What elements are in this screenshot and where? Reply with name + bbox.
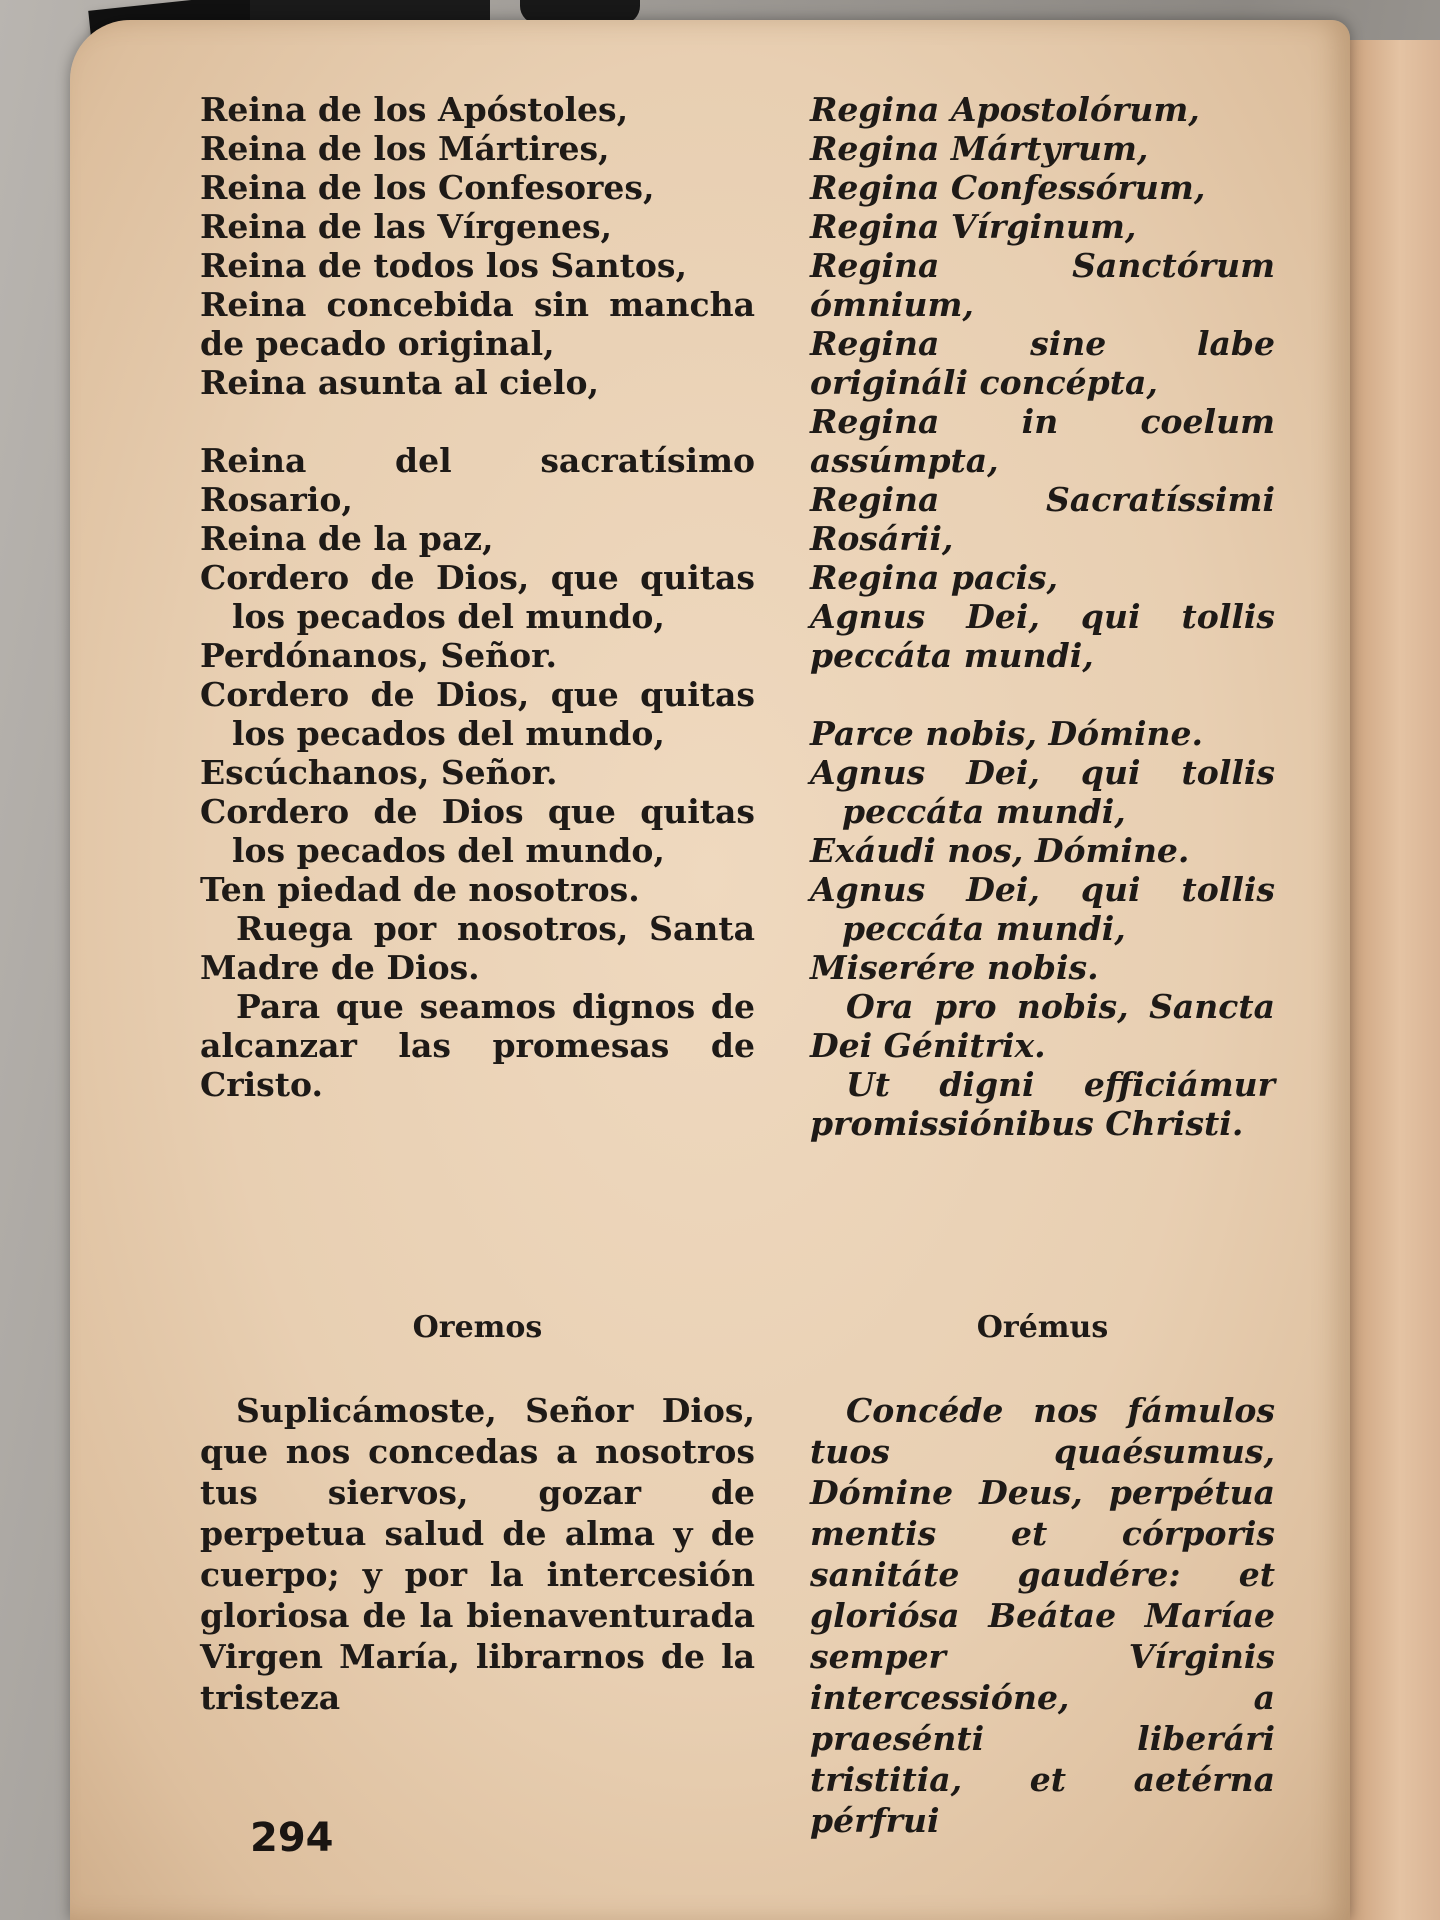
- litany-line: Agnus Dei, qui tollis peccáta mundi,: [810, 870, 1275, 948]
- latin-litany-column: [810, 90, 1275, 1143]
- litany-line: Regina sine labe origináli concépta,: [810, 324, 1275, 402]
- litany-line: Agnus Dei, qui tollis peccáta mundi,: [810, 753, 1275, 831]
- litany-line: Cordero de Dios, que quitas los pecados del mundo,: [200, 558, 755, 636]
- prayer-text-latin: [810, 1390, 1275, 1841]
- litany-response: Ten piedad de nosotros.: [200, 870, 640, 909]
- litany-line: Agnus Dei, qui tollis peccáta mundi,: [810, 597, 1275, 675]
- spacer: [200, 402, 755, 441]
- litany-line: Regina Confessórum,: [810, 168, 1206, 207]
- litany-line: Reina de los Apóstoles,: [200, 90, 629, 129]
- prayer-text-spanish: [200, 1390, 755, 1718]
- versicle-response: Ut digni efficiámur promissiónibus Christi.: [810, 1065, 1275, 1143]
- prayer-heading-latin: Orémus: [976, 1310, 1109, 1345]
- litany-line: Regina Apostolórum,: [810, 90, 1200, 129]
- litany-response: Parce nobis, Dómine.: [810, 714, 1204, 753]
- page-number: 294: [250, 1815, 334, 1861]
- litany-line: Regina in coelum assúmpta,: [810, 402, 1275, 480]
- litany-line: Reina de las Vírgenes,: [200, 207, 613, 246]
- litany-response: Perdónanos, Señor.: [200, 636, 558, 675]
- litany-response: Miserére nobis.: [810, 948, 1099, 987]
- facing-page-edge: [1340, 40, 1440, 1920]
- prayer-paragraph: Suplicámoste, Señor Dios, que nos concedas a nosotros tus siervos, gozar de perpetua salud de alma y de cuerpo; y por la intercesión gloriosa de la bienaventurada Virgen María, librarnos de la tristeza: [200, 1391, 755, 1717]
- litany-line: Reina de los Confesores,: [200, 168, 655, 207]
- litany-line: Cordero de Dios que quitas los pecados del mundo,: [200, 792, 755, 870]
- litany-line: Reina de los Mártires,: [200, 129, 610, 168]
- litany-line: Cordero de Dios, que quitas los pecados del mundo,: [200, 675, 755, 753]
- versicle-response: Para que seamos dignos de alcanzar las promesas de Cristo.: [200, 987, 755, 1104]
- litany-line: Regina Vírginum,: [810, 207, 1137, 246]
- prayer-paragraph: Concéde nos fámulos tuos quaésumus, Dómine Deus, perpétua mentis et córporis sanitáte gaudére: et gloriósa Beátae Maríae semper Vírginis intercessióne, a praesénti liberári tristitia, et aetérna pérfrui: [810, 1391, 1275, 1840]
- litany-response: Exáudi nos, Dómine.: [810, 831, 1190, 870]
- litany-response: Escúchanos, Señor.: [200, 753, 558, 792]
- spacer: [810, 675, 1275, 714]
- litany-line: Regina Sanctórum ómnium,: [810, 246, 1275, 324]
- litany-line: Reina concebida sin mancha de pecado original,: [200, 285, 755, 363]
- litany-line: Reina del sacratísimo Rosario,: [200, 441, 755, 519]
- litany-line: Regina Mártyrum,: [810, 129, 1149, 168]
- litany-line: Reina de todos los Santos,: [200, 246, 687, 285]
- litany-line: Reina asunta al cielo,: [200, 363, 599, 402]
- prayer-heading-spanish: Oremos: [412, 1310, 543, 1345]
- litany-line: Regina pacis,: [810, 558, 1059, 597]
- litany-line: Reina de la paz,: [200, 519, 494, 558]
- versicle: Ruega por nosotros, Santa Madre de Dios.: [200, 909, 755, 987]
- versicle: Ora pro nobis, Sancta Dei Génitrix.: [810, 987, 1275, 1065]
- spanish-litany-column: [200, 90, 755, 1104]
- litany-line: Regina Sacratíssimi Rosárii,: [810, 480, 1275, 558]
